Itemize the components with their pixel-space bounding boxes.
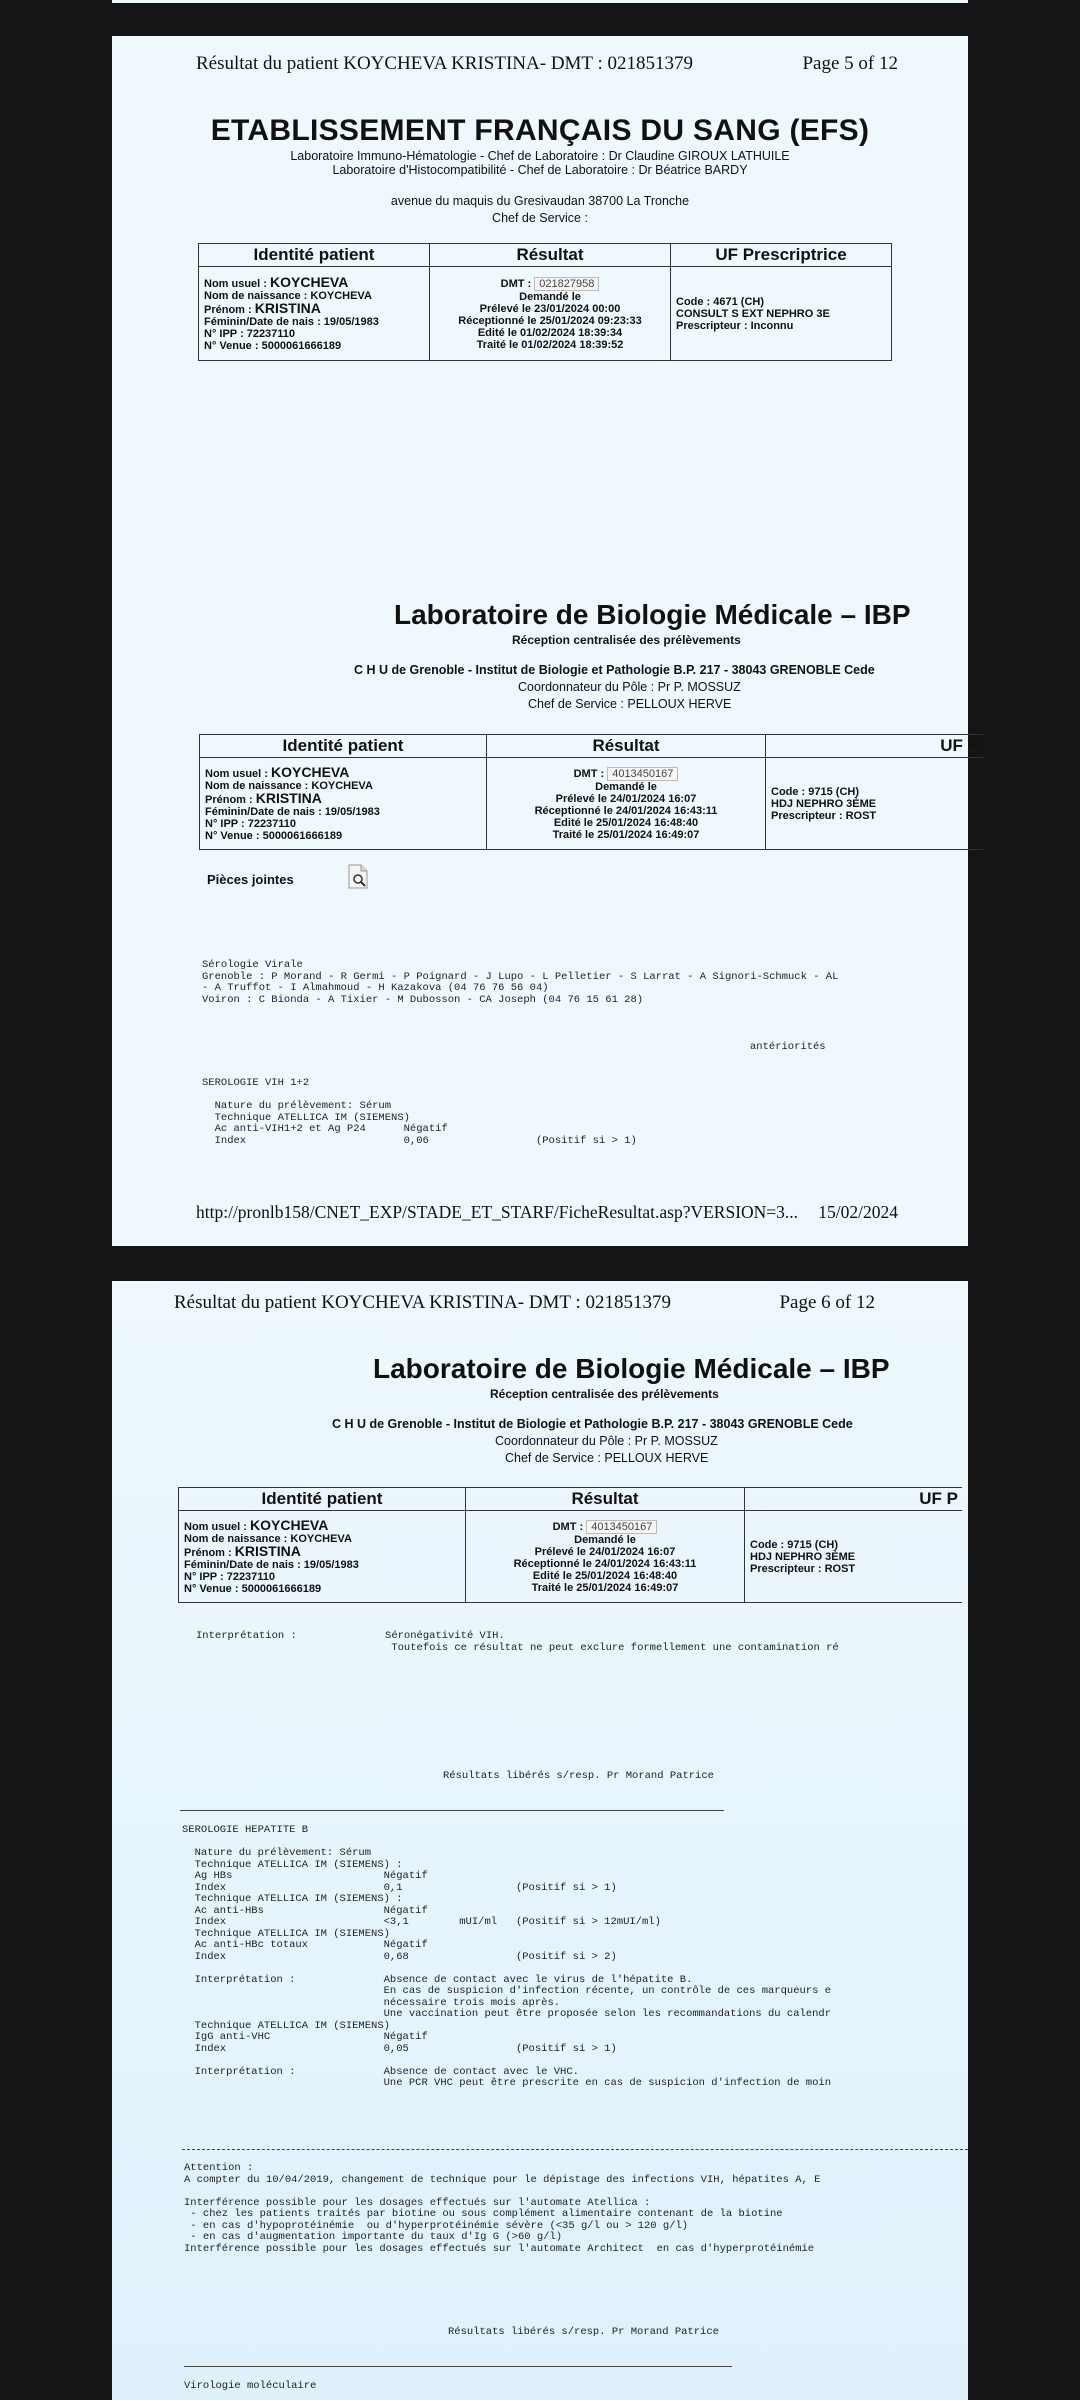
col-identite: Identité patient bbox=[199, 244, 430, 267]
dmt-number: 021827958 bbox=[534, 277, 599, 291]
uf-info: Code : 4671 (CH) CONSULT S EXT NEPHRO 3E Prescripteur : Inconnu bbox=[671, 267, 892, 361]
ibp-subtitle: Réception centralisée des prélèvements bbox=[512, 633, 741, 647]
ibp-title: Laboratoire de Biologie Médicale – IBP bbox=[394, 599, 911, 630]
footer-date: 15/02/2024 bbox=[818, 1202, 898, 1222]
virologie-moleculaire-heading: Virologie moléculaire bbox=[184, 2380, 317, 2392]
serologie-vih-block: SEROLOGIE VIH 1+2 Nature du prélèvement: Sérum Technique ATELLICA IM (SIEMENS) Ac anti-VIH1+2 et Ag P24 Négatif Index 0,06 (Positif si > 1) bbox=[202, 1077, 637, 1147]
efs-address: avenue du maquis du Gresivaudan 38700 La Tronche bbox=[390, 194, 690, 208]
dmt-number: 4013450167 bbox=[586, 1520, 657, 1534]
document-page-5 bbox=[112, 36, 979, 1246]
ibp-subtitle: Réception centralisée des prélèvements bbox=[490, 1387, 719, 1401]
ibp-address: C H U de Grenoble - Institut de Biologie et Pathologie B.P. 217 - 38043 GRENOBLE Cede bbox=[354, 663, 875, 677]
efs-lab-line-2: Laboratoire d'Histocompatibilité - Chef de Laboratoire : Dr Béatrice BARDY bbox=[332, 163, 748, 177]
result-dates: DMT : 4013450167 Demandé le Prélevé le 24/01/2024 16:07 Réceptionné le 24/01/2024 16:43:11 Edité le 25/01/2024 16:48:40 Traité le 25/01/2024 16:49:07 bbox=[466, 1511, 745, 1603]
ibp-patient-table: Identité patient Résultat UF P Nom usuel : KOYCHEVA Nom de naissance : KOYCHEVA Prénom : KRISTINA Féminin/Date de nais : 19/05/1983 N° IPP : 72237110 N° Venue : 5000061666189 DMT : 4013450167 Demandé le Prélevé le 24/01/2024 16:07 Réceptionné le 24/01/2024 16:43:11 Edité le 25/01/2024 16:48:40 Traité le 25/01/2024 16:49:07 Code : 9715 (CH) HDJ NEPHRO 3ÈME Prescripteur : ROST bbox=[178, 1487, 962, 1603]
resultats-liberes-1: Résultats libérés s/resp. Pr Morand Patrice bbox=[443, 1770, 714, 1782]
uf-info: Code : 9715 (CH) HDJ NEPHRO 3ÈME Prescripteur : ROST bbox=[766, 758, 984, 850]
ibp-title: Laboratoire de Biologie Médicale – IBP bbox=[373, 1353, 890, 1384]
ibp-chef: Chef de Service : PELLOUX HERVE bbox=[505, 1451, 709, 1465]
ibp-chef: Chef de Service : PELLOUX HERVE bbox=[528, 697, 732, 711]
efs-lab-line-1: Laboratoire Immuno-Hématologie - Chef de Laboratoire : Dr Claudine GIROUX LATHUILE bbox=[290, 149, 790, 163]
document-page-6 bbox=[112, 1281, 968, 2400]
efs-title: ETABLISSEMENT FRANÇAIS DU SANG (EFS) bbox=[210, 114, 870, 147]
result-dates: DMT : 4013450167 Demandé le Prélevé le 24/01/2024 16:07 Réceptionné le 24/01/2024 16:43:11 Edité le 25/01/2024 16:48:40 Traité le 25/01/2024 16:49:07 bbox=[487, 758, 766, 850]
anteriorites-link[interactable]: antériorités bbox=[750, 1041, 826, 1053]
dashed-separator bbox=[182, 2149, 968, 2150]
pieces-jointes-label: Pièces jointes bbox=[207, 872, 294, 887]
col-uf: UF Prescriptrice bbox=[671, 244, 892, 267]
separator-line bbox=[184, 2366, 732, 2367]
separator-line bbox=[180, 1810, 724, 1811]
dmt-number: 4013450167 bbox=[607, 767, 678, 781]
previous-page-edge bbox=[112, 0, 968, 3]
efs-patient-table bbox=[198, 243, 892, 361]
ibp-coordonnateur: Coordonnateur du Pôle : Pr P. MOSSUZ bbox=[495, 1434, 718, 1448]
ibp-patient-table: Identité patient Résultat UF P Nom usuel : KOYCHEVA Nom de naissance : KOYCHEVA Prénom : KRISTINA Féminin/Date de nais : 19/05/1983 N° IPP : 72237110 N° Venue : 5000061666189 DMT : 4013450167 Demandé le Prélevé le 24/01/2024 16:07 Réceptionné le 24/01/2024 16:43:11 Edité le 25/01/2024 16:48:40 Traité le 25/01/2024 16:49:07 Code : 9715 (CH) HDJ NEPHRO 3ÈME Prescripteur : ROST bbox=[199, 734, 983, 850]
attachment-search-icon[interactable] bbox=[346, 864, 370, 890]
ibp-address: C H U de Grenoble - Institut de Biologie et Pathologie B.P. 217 - 38043 GRENOBLE Cede bbox=[332, 1417, 853, 1431]
resultats-liberes-2: Résultats libérés s/resp. Pr Morand Patrice bbox=[448, 2326, 719, 2338]
ibp-coordonnateur: Coordonnateur du Pôle : Pr P. MOSSUZ bbox=[518, 680, 741, 694]
uf-info: Code : 9715 (CH) HDJ NEPHRO 3ÈME Prescripteur : ROST bbox=[745, 1511, 963, 1603]
serologie-virale-block: Sérologie Virale Grenoble : P Morand - R Germi - P Poignard - J Lupo - L Pelletier - S Larrat - A Signori-Schmuck - AL - A Truffot - I Almahmoud - H Kazakova (04 76 76 56 04) Voiron : C Bionda - A Tixier - M Dubosson - CA Joseph (04 76 15 61 28) bbox=[202, 959, 839, 1006]
footer-url: http://pronlb158/CNET_EXP/STADE_ET_STARF/FicheResultat.asp?VERSION=3... bbox=[196, 1202, 799, 1222]
page-header-patient: Résultat du patient KOYCHEVA KRISTINA- DMT : 021851379 bbox=[174, 1292, 671, 1313]
page-header-patient: Résultat du patient KOYCHEVA KRISTINA- DMT : 021851379 bbox=[196, 53, 693, 74]
serologie-hepatite-block: SEROLOGIE HEPATITE B Nature du prélèvement: Sérum Technique ATELLICA IM (SIEMENS) : Ag HBs Négatif Index 0,1 (Positif si > 1) Technique ATELLICA IM (SIEMENS) : Ac anti-HBs Négatif Index <3,1 mUI/ml (Positif si > 12mUI/ml) Technique ATELLICA IM (SIEMENS) Ac anti-HBc totaux Négatif Index 0,68 (Positif si > 2) Interprétation : Absence de contact avec le virus de l'hépatite B. En cas de suspicion d'infection récente, un contrôle de ces marqueurs e nécessaire trois mois après. Une vaccination peut être proposée selon les recommandations du calendr Technique ATELLICA IM (SIEMENS) IgG anti-VHC Négatif Index 0,05 (Positif si > 1) Interprétation : Absence de contact avec le VHC. Une PCR VHC peut être prescrite en cas de suspicion d'infection de moin bbox=[182, 1824, 832, 2089]
page-number: Page 6 of 12 bbox=[779, 1292, 875, 1313]
page-number: Page 5 of 12 bbox=[802, 53, 898, 74]
efs-chef: Chef de Service : bbox=[492, 211, 588, 225]
interpretation-vih: Interprétation : Séronégativité VIH. Toutefois ce résultat ne peut exclure formellement une contamination ré bbox=[196, 1630, 839, 1654]
attention-block: Attention : A compter du 10/04/2019, changement de technique pour le dépistage des infections VIH, hépatites A, E Interférence possible pour les dosages effectués sur l'automate Atellica : - chez les patients traités par biotine ou sous complément alimentaire contenant de la biotine - en cas d'hypoprotéinémie ou d'hyperprotéinémie sévère (<35 g/l ou > 120 g/l) - en cas d'augmentation importante du taux d'Ig G (>60 g/l) Interférence possible pour les dosages effectués sur l'automate Architect en cas d'hyperprotéinémie bbox=[184, 2162, 821, 2255]
col-resultat: Résultat bbox=[430, 244, 671, 267]
patient-identity: Nom usuel : KOYCHEVA Nom de naissance : KOYCHEVA Prénom : KRISTINA Féminin/Date de nais : 19/05/1983 N° IPP : 72237110 N° Venue : 5000061666189 bbox=[199, 267, 430, 361]
result-dates: DMT : 021827958 Demandé le Prélevé le 23/01/2024 00:00 Réceptionné le 25/01/2024 09:23:33 Edité le 01/02/2024 18:39:34 Traité le 01/02/2024 18:39:52 bbox=[430, 267, 671, 361]
patient-identity: Nom usuel : KOYCHEVA Nom de naissance : KOYCHEVA Prénom : KRISTINA Féminin/Date de nais : 19/05/1983 N° IPP : 72237110 N° Venue : 5000061666189 bbox=[200, 758, 487, 850]
patient-identity: Nom usuel : KOYCHEVA Nom de naissance : KOYCHEVA Prénom : KRISTINA Féminin/Date de nais : 19/05/1983 N° IPP : 72237110 N° Venue : 5000061666189 bbox=[179, 1511, 466, 1603]
